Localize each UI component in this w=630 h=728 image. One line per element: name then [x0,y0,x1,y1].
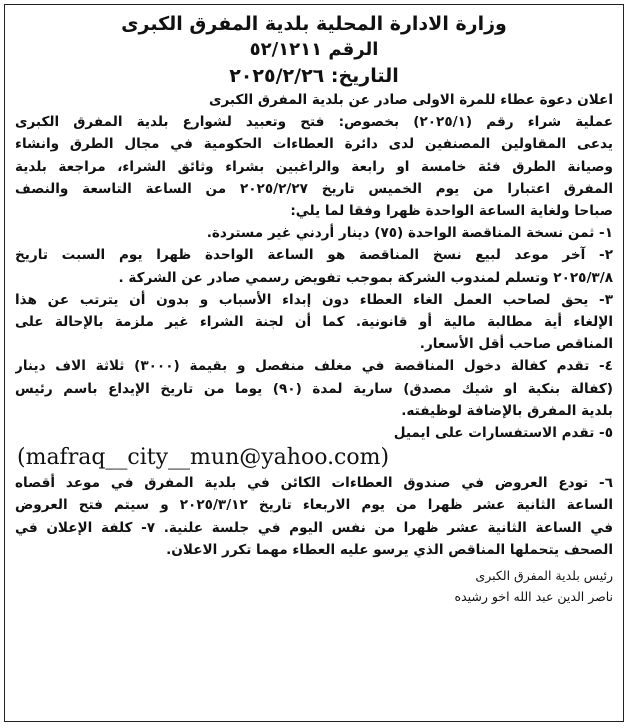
signature-title: رئيس بلدية المفرق الكبرى [475,568,613,584]
announcement-intro: اعلان دعوة عطاء للمرة الاولى صادر عن بلدية المفرق الكبرى [208,92,613,108]
body-line: صباحا ولغاية الساعة الواحدة ظهرا وفقا لما يلي: [290,203,613,220]
clause-5: ٥- تقدم الاستفسارات على ايميل [393,425,613,442]
clause-4: ٤- تقدم كفالة دخول المناقصة في مغلف منفصل و بقيمة (٣٠٠٠) ثلاثة الاف دينار [15,358,613,375]
clause-4-end: بلدية المفرق بالإضافة لوظيفته. [401,402,613,419]
clause-3: ٣- يحق لصاحب العمل الغاء العطاء دون إبداء الأسباب و بدون أن يترتب عن هذا [15,291,613,308]
clause-3-end: المناقص صاحب أقل الأسعار. [419,336,613,353]
inquiry-email[interactable]: (mafraq__city__mun@yahoo.com) [17,445,390,471]
clause-3-cont: الإلغاء أية مطالبة مالية أو قانونية. كما أن لجنة الشراء غير ملزمة بالإحالة على [15,314,613,331]
clause-4-cont: (كفالة بنكية او شيك مصدق) سارية لمدة (٩٠) يوما من تاريخ الإيداع باسم رئيس [15,380,613,397]
announcement-frame [4,4,624,722]
body-line: عملية شراء رقم (٢٠٢٥/١) بخصوص: فتح وتعبيد لشوارع بلدية المفرق الكبرى [15,114,613,131]
body-line: وصيانة الطرق فئة خامسة او رابعة والراغبين بشراء وثائق الشراء، مراجعة بلدية [15,158,613,175]
clause-2: ٢- آخر موعد لبيع نسخ المناقصة هو الساعة الواحدة ظهرا يوم السبت تاريخ [15,247,613,264]
clause-7: في الساعة الثانية عشر ظهرا من نفس اليوم في جلسة علنية. ٧- كلفة الإعلان في [15,519,613,536]
signature-name: ناصر الدين عبد الله اخو رشيده [454,589,613,605]
ministry-heading: وزارة الادارة المحلية بلدية المفرق الكبرى [121,13,507,35]
announcement-date: التاريخ: ٢٠٢٥/٢/٢٦ [229,65,399,87]
clause-7-end: الصحف يتحملها المناقص الذي يرسو عليه العطاء مهما تكرر الاعلان. [166,541,613,558]
clause-1: ١- ثمن نسخة المناقصة الواحدة (٧٥) دينار أردني غير مستردة. [206,225,613,242]
clause-2-cont: ٢٠٢٥/٣/٨ وتسلم لمندوب الشركة بموجب تفويض رسمي صادر عن الشركة . [118,269,613,286]
clause-6-cont: الساعة الثانية عشر ظهرا من يوم الاربعاء تاريخ ٢٠٢٥/٣/١٢ و سيتم فتح العروض [15,497,613,514]
reference-number: الرقم ٥٢/١٢١١ [249,39,379,60]
body-line: يدعى المقاولين المصنفين لدى دائرة العطاءات الحكومية في مجال الطرق وانشاء [15,136,613,153]
clause-6: ٦- تودع العروض في صندوق العطاءات الكائن في بلدية المفرق في موعد أقصاه [15,475,613,492]
body-line: المفرق اعتبارا من يوم الخميس تاريخ ٢٠٢٥/٢/٢٧ من الساعة التاسعة والنصف [15,180,613,197]
